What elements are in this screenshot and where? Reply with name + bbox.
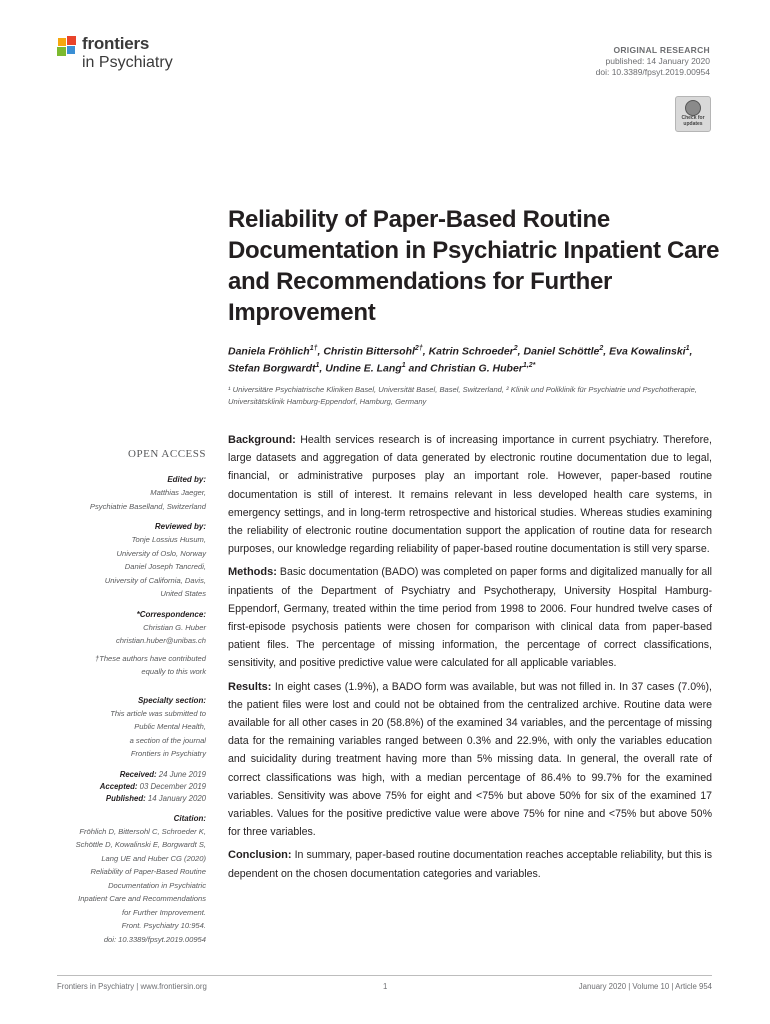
citation-text: Lang UE and Huber CG (2020) [101, 853, 206, 863]
affiliations: ¹ Universitäre Psychiatrische Kliniken Basel, Universität Basel, Basel, Switzerland, ² Klinik und Poliklinik für Psychiatrie und Psychotherapie, Universitätsklinik Hamburg-Eppendorf, Hamburg, Germany [228, 385, 697, 406]
specialty-section-label: Specialty section: [137, 695, 206, 705]
published-date-side: Published: 14 January 2020 [105, 793, 206, 803]
correspondence-email-link[interactable]: christian.huber@unibas.ch [115, 636, 206, 645]
citation-text: Reliability of Paper-Based Routine [90, 867, 206, 876]
bookmark-icon [685, 100, 701, 116]
frontiers-logo-icon [56, 36, 78, 58]
author-sup: 1,2* [522, 362, 536, 369]
author-name[interactable]: Daniela Fröhlich [228, 345, 310, 358]
article-info-sidebar [40, 448, 206, 946]
author-name[interactable]: Katrin Schroeder [428, 345, 514, 358]
abstract-results: Results: In eight cases (1.9%), a BADO form was available, but was not filled in. In 37 cases (7.0%), the patient files were lost and could not be obtained from the centralized archive. Routine data were available for all other cases in 20 (58.8%) of the examined 34 variables, and the percentage of missing data for the remaining variables ranged between 0.3% and 22.9%, with only the variables education and suicidality during treatment having more than 5% missing data. In general, the overall rate of correct classifications was high, with a median percentage of 86.4% to 99.7% for the examined variables. Sensitivity was above 75% for eight and <75% but above 50% for six of the examined 17 variables. Values for the positive predictive value were above 75% for nine and <75% but above 50% for three variables. [228, 680, 712, 839]
reviewer-affiliation: United States [160, 589, 206, 598]
abstract [228, 431, 712, 888]
author-sup: 2 [513, 345, 518, 352]
author-sup: 1 [315, 362, 320, 369]
citation-text: Fröhlich D, Bittersohl C, Schroeder K, [79, 826, 206, 836]
author-list: Daniela Fröhlich$^{1\dagger}$, Christin Bittersohl$^{2\dagger}$, Katrin Schroeder$^2$, Daniel Schöttle$^2$, Eva Kowalinski$^1$, Stefan Borgwardt$^1$, Undine E. Lang$^1$ and Christian G. Huber$^{1,2*}$ [228, 345, 693, 375]
specialty-text: a section of the journal [129, 735, 206, 745]
abstract-methods: Methods: Basic documentation (BADO) was completed on paper forms and digitalized manually for all inpatients of the Department of Psychiatry and Psychotherapy, University Hospital Hamburg-Eppendorf, Germany, treated within the time period from 1998 to 2006. Four hundred twelve cases of first-episode psychosis patients were chosen for comparison with clinical data from paper-based patient files. The percentage of missing information, the percentage of correct classifications, sensitivity, and positive predictive value were calculated for all applicable variables. [228, 566, 712, 670]
footer-issue-info: January 2020 | Volume 10 | Article 954 [578, 982, 712, 991]
check-for-updates-button[interactable] [675, 96, 711, 132]
correspondence-label: *Correspondence: [136, 609, 206, 619]
badge-line-1: Check for [681, 115, 705, 121]
doi-link[interactable]: doi: 10.3389/fpsyt.2019.00954 [595, 67, 710, 77]
page-footer [57, 975, 712, 994]
abstract-conclusion: Conclusion: In summary, paper-based routine documentation reaches acceptable reliability, but this is dependent on the chosen documentation categories and variables. [228, 849, 713, 880]
received-date: Received: 24 June 2019 [119, 769, 206, 779]
specialty-text: Frontiers in Psychiatry [130, 749, 206, 758]
equal-contribution-note: †These authors have contributed [94, 653, 206, 663]
article-title: Reliability of Paper-Based Routine Documentation in Psychiatric Inpatient Care and Recommendations for Further Improvement [228, 206, 720, 326]
equal-contribution-note: equally to this work [141, 667, 206, 676]
author-name[interactable]: Christin Bittersohl [323, 345, 415, 358]
section-heading: Conclusion: [228, 849, 292, 862]
author-name[interactable]: Daniel Schöttle [523, 345, 600, 358]
edited-by-label: Edited by: [167, 475, 206, 484]
editor-affiliation: Psychiatrie Baselland, Switzerland [89, 501, 206, 511]
abstract-background: Background: Health services research is of increasing importance in current psychiatry. Therefore, large datasets and aggregation of data generated by electronic routine documentation due to legal, financial, or administrative purposes play an important role. However, paper-based routine documentation is still of interest. It remains relevant in less developed health care systems, in emergency settings, and in long-term retrospective and historical studies. Whereas studies examining the reliability of electronic routine documentation support the application of routine data for research purposes, our knowledge regarding reliability of paper-based routine documentation is still very sparse. [228, 434, 712, 556]
reviewed-by-label: Reviewed by: [154, 522, 206, 531]
accepted-date: Accepted: 03 December 2019 [99, 781, 206, 791]
author-name[interactable]: Stefan Borgwardt [228, 362, 316, 375]
footer-journal-link[interactable]: Frontiers in Psychiatry | www.frontiersin.org [57, 982, 207, 991]
editor-name[interactable]: Matthias Jaeger, [150, 488, 206, 497]
section-heading: Methods: [228, 566, 277, 579]
author-name[interactable]: Eva Kowalinski [609, 345, 686, 358]
correspondence-name: Christian G. Huber [143, 622, 206, 632]
reviewer-affiliation: University of California, Davis, [104, 575, 206, 585]
author-sup: 1 [401, 362, 406, 369]
journal-logo[interactable] [56, 34, 206, 80]
author-sup: 1† [309, 345, 318, 352]
section-heading: Background: [228, 434, 296, 446]
citation-text: Inpatient Care and Recommendations [78, 894, 206, 903]
author-sup: 1 [685, 345, 690, 352]
section-heading: Results: [228, 680, 272, 693]
published-date: published: 14 January 2020 [605, 56, 710, 66]
author-sup: 2 [599, 345, 604, 352]
specialty-text: This article was submitted to [110, 708, 206, 718]
article-meta-header [596, 45, 710, 78]
page-number: 1 [383, 982, 388, 991]
citation-doi-link[interactable]: doi: 10.3389/fpsyt.2019.00954 [103, 934, 206, 944]
citation-text: Front. Psychiatry 10:954. [121, 921, 206, 930]
author-name[interactable]: Undine E. Lang [325, 362, 402, 375]
citation-text: Documentation in Psychiatric [108, 880, 206, 890]
citation-text: Schöttle D, Kowalinski E, Borgwardt S, [75, 840, 206, 849]
reviewer-name[interactable]: Daniel Joseph Tancredi, [124, 562, 206, 571]
open-access-label: OPEN ACCESS [128, 448, 206, 460]
author-sup: 2† [414, 345, 423, 352]
citation-text: for Further Improvement. [122, 907, 206, 917]
logo-journal-name: in Psychiatry [82, 54, 173, 71]
specialty-text: Public Mental Health, [134, 722, 206, 731]
article-type: ORIGINAL RESEARCH [613, 45, 710, 55]
author-name[interactable]: Christian G. Huber [430, 362, 523, 375]
reviewer-name[interactable]: Tonje Lossius Husum, [131, 535, 206, 544]
citation-label: Citation: [173, 813, 206, 823]
reviewer-affiliation: University of Oslo, Norway [116, 548, 206, 558]
badge-line-2: updates [683, 120, 703, 127]
logo-wordmark: frontiers [82, 34, 150, 53]
